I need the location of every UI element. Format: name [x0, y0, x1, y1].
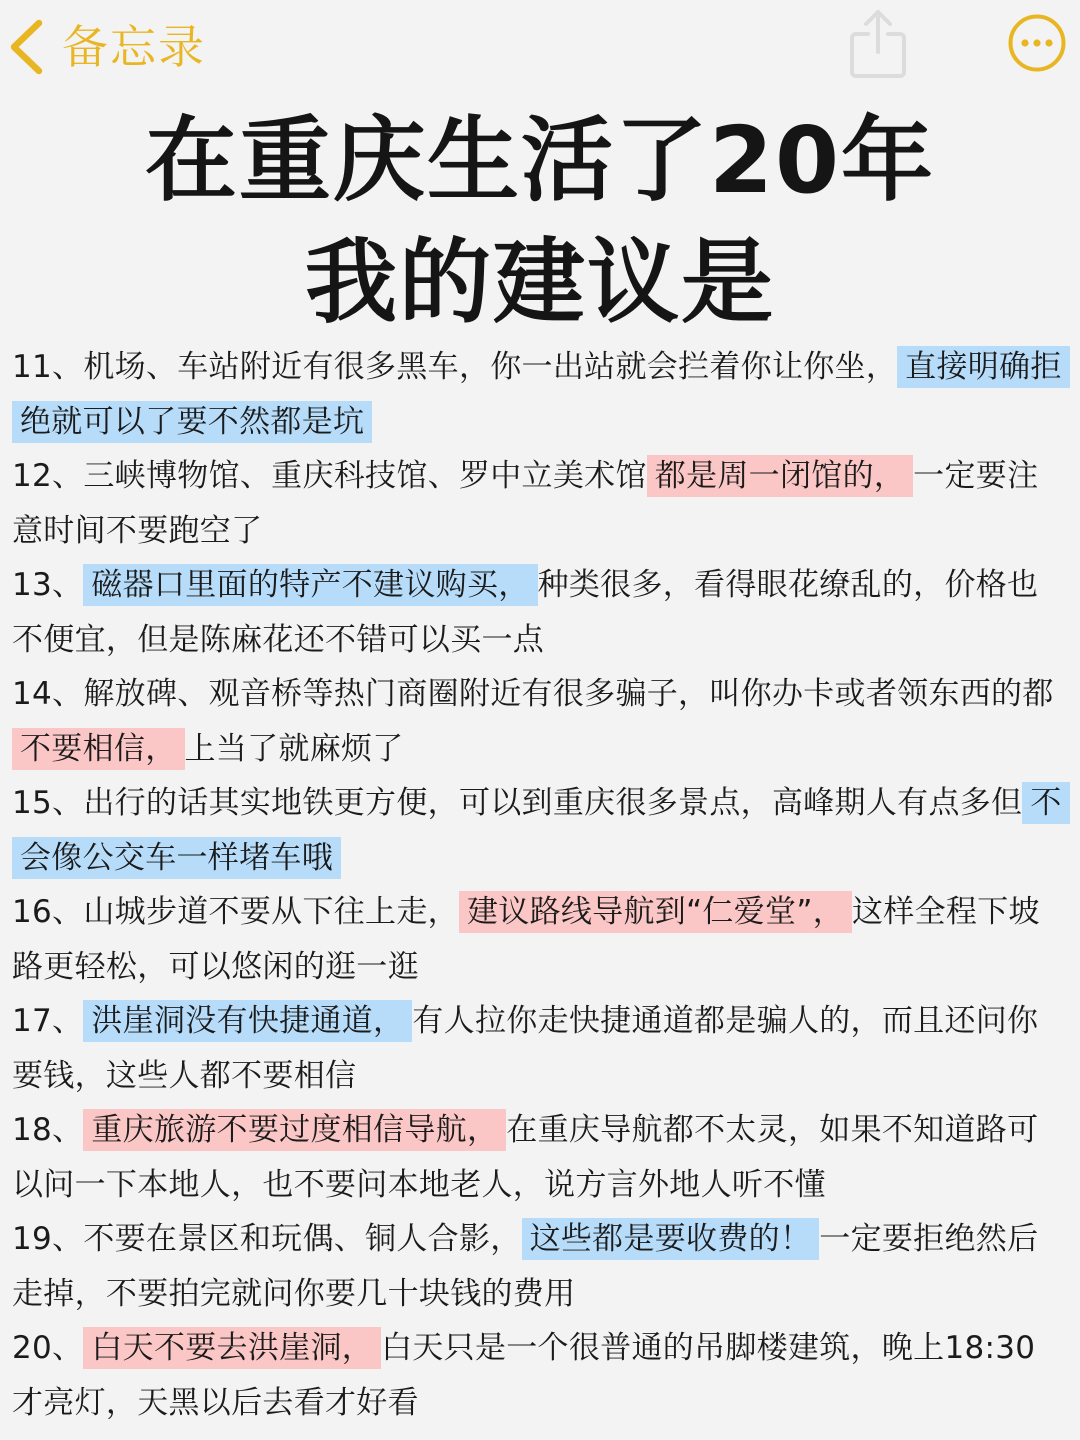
- tip-highlight: 重庆旅游不要过度相信导航，: [83, 1109, 506, 1151]
- chevron-left-icon: [6, 18, 46, 76]
- tip-highlight: 建议路线导航到“仁爱堂”，: [459, 891, 852, 933]
- tip-text: 山城步道不要从下往上走，: [83, 894, 459, 930]
- tip-item: [12, 994, 1062, 1103]
- tip-number: 15、: [12, 785, 84, 821]
- tip-highlight: 磁器口里面的特产不建议购买，: [83, 564, 537, 606]
- tip-item: [12, 885, 1062, 994]
- tip-item: [12, 1103, 1062, 1212]
- tip-text: 有人拉你走快捷通道都是骗人的，而且还问你要钱，这些人都不要相信: [12, 1003, 1039, 1094]
- tip-text: 在重庆导航都不太灵，如果不知道路可以问一下本地人，也不要问本地老人，说方言外地人听不懂: [12, 1112, 1039, 1203]
- tip-number: 17、: [12, 1003, 84, 1039]
- share-icon: [848, 8, 908, 80]
- title-line-1: 在重庆生活了20年: [144, 107, 936, 214]
- tip-text: 一定要注意时间不要跑空了: [12, 458, 1039, 549]
- tip-number: 19、: [12, 1221, 84, 1257]
- tip-number: 13、: [12, 567, 84, 603]
- tip-item: [12, 340, 1062, 449]
- back-label: 备忘录: [62, 20, 206, 74]
- tip-highlight: 都是周一闭馆的，: [647, 455, 913, 497]
- tip-text: 解放碑、观音桥等热门商圈附近有很多骗子，叫你办卡或者领东西的都: [83, 676, 1054, 712]
- tip-highlight: 洪崖洞没有快捷通道，: [83, 1000, 412, 1042]
- tip-text: 出行的话其实地铁更方便，可以到重庆很多景点，高峰期人有点多但: [83, 785, 1023, 821]
- tip-text: 不要在景区和玩偶、铜人合影，: [83, 1221, 522, 1257]
- tip-number: 11、: [12, 349, 84, 385]
- page-title: [0, 100, 1080, 344]
- tip-item: [12, 776, 1062, 885]
- tip-number: 16、: [12, 894, 84, 930]
- tip-text: 上当了就麻烦了: [184, 730, 404, 767]
- tip-text: 这样全程下坡路更轻松，可以悠闲的逛一逛: [12, 894, 1040, 985]
- back-button[interactable]: [6, 18, 206, 76]
- share-button[interactable]: [848, 8, 908, 84]
- tip-text: 白天只是一个很普通的吊脚楼建筑，晚上18:30才亮灯，天黑以后去看才好看: [12, 1330, 1036, 1421]
- nav-bar: [0, 0, 1080, 96]
- tip-text: 种类很多，看得眼花缭乱的，价格也不便宜，但是陈麻花还不错可以买一点: [12, 567, 1039, 658]
- tip-item: [12, 449, 1062, 558]
- tip-number: 14、: [12, 676, 84, 712]
- tip-highlight: 这些都是要收费的！: [522, 1218, 820, 1260]
- tip-item: [12, 1321, 1062, 1430]
- tips-list: [12, 340, 1062, 1430]
- more-icon: [1008, 14, 1066, 72]
- tip-text: 三峡博物馆、重庆科技馆、罗中立美术馆: [83, 458, 647, 494]
- more-button[interactable]: [1008, 14, 1066, 72]
- tip-highlight: 不会像公交车一样堵车哦: [12, 782, 1070, 879]
- tip-highlight: 白天不要去洪崖洞，: [83, 1327, 381, 1369]
- tip-number: 20、: [12, 1330, 84, 1366]
- tip-text: 一定要拒绝然后走掉，不要拍完就问你要几十块钱的费用: [12, 1221, 1039, 1312]
- tip-text: 机场、车站附近有很多黑车，你一出站就会拦着你让你坐，: [83, 349, 898, 385]
- tip-number: 12、: [12, 458, 84, 494]
- tip-highlight: 不要相信，: [12, 728, 185, 770]
- tip-item: [12, 1212, 1062, 1321]
- tip-item: [12, 558, 1062, 667]
- title-line-2: 我的建议是: [304, 229, 775, 336]
- tip-number: 18、: [12, 1112, 84, 1148]
- tip-highlight: 直接明确拒绝就可以了要不然都是坑: [12, 346, 1070, 443]
- tip-item: [12, 667, 1062, 776]
